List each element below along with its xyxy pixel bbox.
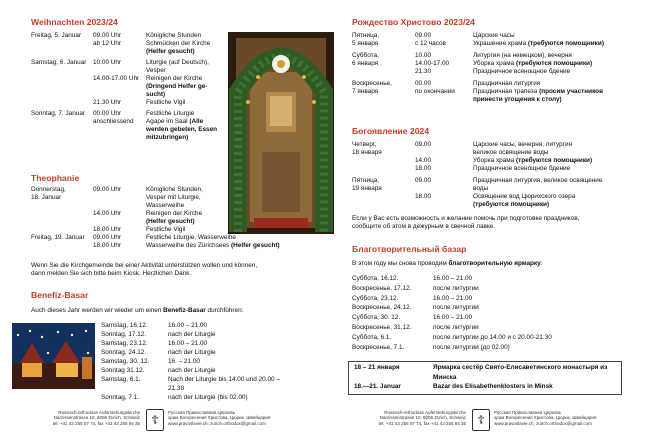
bazaar-time: после литургии до 14.00 и с 20.00-21.30 bbox=[433, 333, 552, 341]
schedule-time: 21.30 bbox=[415, 68, 431, 75]
schedule-event: Царские часы bbox=[473, 32, 515, 39]
bazaar-date: Воскресенье, 7.1. bbox=[352, 343, 405, 351]
schedule-day: 7 января bbox=[352, 88, 379, 95]
bazaar-time: 16.00 – 21.00 bbox=[433, 275, 473, 282]
bazaar-time: nach der Liturgie bbox=[168, 331, 216, 338]
schedule-day: Пятница, bbox=[352, 32, 380, 39]
bazaar-time: 16.00 – 21.00 bbox=[433, 314, 473, 322]
schedule-event: Праздничное всенощное бдение bbox=[473, 165, 571, 172]
schedule-time: 00.00 Uhr bbox=[93, 110, 122, 117]
schedule-day: 18. Januar bbox=[31, 194, 62, 201]
schedule-event: Königliche Stunden, bbox=[146, 186, 203, 193]
bazaar-date: Samstag, 16.12. bbox=[101, 322, 148, 329]
ru-help-note-2: сообщите об этом в дежурным в свечной лавке. bbox=[352, 223, 496, 230]
footer-left-de bbox=[40, 410, 140, 426]
schedule-time: 14.00 bbox=[415, 157, 431, 164]
schedule-event: Праздничная литургия, великое освящение bbox=[473, 177, 603, 184]
schedule-time: ab 12 Uhr bbox=[93, 40, 122, 47]
bazaar-time: 16. – 21.00 bbox=[168, 358, 200, 365]
minsk-date: 18.—21. Januar bbox=[354, 383, 401, 390]
schedule-day: Sonntag, 7. Januar bbox=[31, 110, 86, 117]
footer-line: храм Воскресения Христова, Цюрих, Швейцария bbox=[494, 415, 597, 421]
schedule-event: воды bbox=[473, 185, 489, 192]
bazaar-date: Sonntag, 7.1. bbox=[101, 394, 140, 401]
schedule-event: принести угощения к столу) bbox=[473, 96, 562, 103]
schedule-time: 14.00-17.00 Uhr bbox=[93, 75, 140, 82]
theophany-de-title: Theophanie bbox=[31, 173, 80, 183]
schedule-day: Суббота, bbox=[352, 52, 379, 59]
schedule-event: Festliche Liturgie, Wasserweihe bbox=[146, 234, 236, 241]
footer-line: Русская Православная Церковь bbox=[494, 410, 562, 415]
de-help-note-2: dann melden Sie sich bitte beim Kiosk. Herzlichen Dank. bbox=[31, 270, 192, 277]
schedule-event: Украшение храма (требуются помощники) bbox=[473, 40, 604, 47]
schedule-time: 10.00 Uhr bbox=[93, 59, 122, 66]
bazaar-time: после литургии (до 02.00) bbox=[433, 343, 510, 351]
bazaar-date: Суббота, 30. 12. bbox=[352, 314, 401, 322]
footer-right-de bbox=[366, 410, 466, 426]
bazaar-de-intro-bold: Benefiz-Basar bbox=[163, 307, 206, 314]
church-logo-icon: ☦ bbox=[472, 409, 490, 431]
schedule-event: Festliche Vigil bbox=[146, 99, 186, 106]
bazaar-de-intro-text: Auch dieses Jahr werden wir wieder um einen bbox=[31, 307, 164, 314]
schedule-event: (Helfer gesucht) bbox=[146, 48, 195, 55]
schedule-event: (Dringend Helfer ge- bbox=[146, 83, 208, 90]
schedule-event: Уборка храма (требуются помощники) bbox=[473, 157, 593, 164]
schedule-time: 09.00 bbox=[415, 177, 431, 184]
schedule-day: Samstag, 6. Januar bbox=[31, 59, 87, 66]
christmas-ru-title: Рождество Христово 2023/24 bbox=[352, 17, 475, 27]
footer-line: храм Воскресения Христова, Цюрих, Швейцария bbox=[168, 415, 271, 421]
bazaar-time: 16.00 – 21.00 bbox=[433, 294, 473, 302]
schedule-time: 18.00 bbox=[415, 165, 431, 172]
bazaar-time: после литургии bbox=[433, 304, 479, 312]
bazaar-date: Воскресенье, 24.12. bbox=[352, 304, 412, 312]
bazaar-time: nach der Liturgie bbox=[168, 367, 216, 374]
schedule-event: werden gebeten, Essen bbox=[146, 126, 218, 133]
schedule-day: 19 января bbox=[352, 185, 382, 192]
bazaar-ru-intro-bold: благотворительную ярмарку bbox=[448, 260, 541, 267]
bazaar-de-intro bbox=[31, 307, 243, 315]
schedule-time: anschliessend bbox=[93, 118, 134, 125]
schedule-event: (требуются помощники) bbox=[473, 201, 550, 208]
footer-line: tel. +41 43 255 07 74, fax +41 43 255 84 35 bbox=[52, 420, 140, 426]
schedule-event: Wasserweihe bbox=[146, 202, 185, 209]
schedule-time: 18.00 Uhr bbox=[93, 242, 122, 249]
bazaar-date: Воскресенье, 31.12. bbox=[352, 324, 412, 331]
schedule-day: 5 января bbox=[352, 40, 379, 47]
bazaar-de-intro-end: durchführen: bbox=[205, 307, 244, 314]
bazaar-date: Sonntag, 24.12. bbox=[101, 349, 147, 356]
schedule-event: Festliche Liturgie bbox=[146, 110, 195, 117]
bazaar-date: Воскресенье, 17.12. bbox=[352, 284, 412, 292]
bazaar-date: Samstag, 30. 12. bbox=[101, 358, 150, 365]
schedule-time: по окончании bbox=[415, 88, 455, 95]
footer-line: tel. +41 43 255 07 74, fax +41 43 255 84 35 bbox=[378, 420, 466, 426]
schedule-day: Четверг, bbox=[352, 141, 377, 148]
schedule-time: 09.00 bbox=[415, 32, 431, 39]
schedule-time: 10.00 bbox=[415, 52, 431, 59]
footer-line: Русская Православная Церковь bbox=[168, 410, 236, 415]
schedule-event: Освящение вод Цюрихского озера bbox=[473, 193, 576, 200]
schedule-event: mitzubringen) bbox=[146, 134, 189, 141]
footer-line: Russisch-orthodoxe Auferstehungskirche bbox=[58, 410, 140, 415]
schedule-time: 09.00 Uhr bbox=[93, 186, 122, 193]
schedule-time: 21.30 Uhr bbox=[93, 99, 122, 106]
schedule-event: Праздничная литургия bbox=[473, 80, 541, 87]
schedule-event: Vesper bbox=[146, 67, 166, 74]
schedule-day: Freitag, 5. Januar bbox=[31, 32, 82, 39]
bazaar-de-title: Benefiz-Basar bbox=[31, 290, 89, 300]
schedule-event: Wasserweihe des Zürichsees (Helfer gesucht) bbox=[146, 242, 280, 249]
de-help-note-1: Wenn Sie die Kirchgemeinde bei einer Aktivität unterstützen wollen und können, bbox=[31, 262, 258, 269]
bazaar-date: Суббота, 23.12. bbox=[352, 294, 399, 302]
footer-left-ru bbox=[168, 410, 270, 426]
christmas-market-photo bbox=[12, 323, 95, 389]
minsk-text: Ярмарка сестёр Свято-Елисаветинского монастыря из bbox=[433, 364, 608, 371]
schedule-day: 6 января bbox=[352, 60, 379, 67]
bazaar-time: 16.00 – 21.00 bbox=[168, 340, 208, 347]
schedule-day: Donnerstag, bbox=[31, 186, 66, 193]
schedule-event: Reinigen der Kirche bbox=[146, 75, 203, 82]
schedule-event: Festliche Vigil bbox=[146, 226, 186, 233]
schedule-event: Agape im Saal (Alle bbox=[146, 118, 204, 125]
bazaar-time: nach der Liturgie (bis 02.00) bbox=[168, 394, 248, 401]
bazaar-date: Суббота, 6.1. bbox=[352, 333, 392, 341]
schedule-time: с 12 часов bbox=[415, 40, 446, 47]
schedule-day: Пятница, bbox=[352, 177, 380, 184]
schedule-event: Königliche Stunden bbox=[146, 32, 202, 39]
footer-line: Narzissenstrasse 10, 8006 Zürich, Schweiz bbox=[53, 415, 140, 421]
schedule-day: 18 января bbox=[352, 149, 382, 156]
footer-line: Russisch-orthodoxe Auferstehungskirche bbox=[384, 410, 466, 415]
bazaar-date: Sonntag, 17.12. bbox=[101, 331, 147, 338]
schedule-event: Литургия (на немецком), вечерня bbox=[473, 52, 572, 59]
ru-help-note-1: Если у Вас есть возможность и желание помочь при подготовке праздников, bbox=[352, 215, 580, 222]
schedule-time: 14.00 Uhr bbox=[93, 210, 122, 217]
schedule-event: великое освящение воды bbox=[473, 149, 549, 156]
minsk-text: Bazar des Elisabethenklosters in Minsk bbox=[433, 383, 553, 390]
bazaar-ru-intro-text: В этом году мы снова проводим bbox=[352, 260, 449, 267]
bazaar-time: 21.30 bbox=[168, 385, 184, 392]
christmas-de-title: Weihnachten 2023/24 bbox=[31, 17, 118, 27]
schedule-event: Праздничная трапеза (просим участников bbox=[473, 88, 604, 95]
schedule-time: 09.00 bbox=[415, 141, 431, 148]
bazaar-time: после литургии bbox=[433, 324, 479, 331]
schedule-time: 09.00 Uhr bbox=[93, 32, 122, 39]
footer-line: Narzissenstrasse 10, 8006 Zürich, Schweiz bbox=[379, 415, 466, 421]
schedule-day: Freitag, 19. Januar bbox=[31, 234, 85, 241]
schedule-event: Царские часы, вечерня, литургия bbox=[473, 141, 573, 148]
schedule-event: Vesper mit Liturgie, bbox=[146, 194, 201, 201]
bazaar-date: Суббота, 16.12. bbox=[352, 275, 399, 282]
church-logo-icon: ☦ bbox=[146, 409, 164, 431]
schedule-time: 18.00 bbox=[415, 193, 431, 200]
bazaar-ru-intro bbox=[352, 260, 542, 268]
schedule-time: 18.00 Uhr bbox=[93, 226, 122, 233]
schedule-event: Уборка храма (требуются помощники) bbox=[473, 60, 593, 67]
schedule-event: Праздничное всенощное бдение bbox=[473, 68, 571, 75]
schedule-day: Воскресенье, bbox=[352, 80, 392, 87]
bazaar-time: Nach der Liturgie bis 14.00 und 20.00 – bbox=[168, 376, 280, 383]
minsk-date: 18 – 21 января bbox=[354, 364, 400, 371]
bazaar-time: 16.00 – 21.00 bbox=[168, 322, 208, 329]
theophany-ru-title: Богоявление 2024 bbox=[352, 126, 430, 136]
bazaar-ru-intro-end: : bbox=[540, 260, 543, 267]
bazaar-time: nach der Liturgie bbox=[168, 349, 216, 356]
schedule-event: Schmücken der Kirche bbox=[146, 40, 211, 47]
footer-line: www.pravoslavie.ch, zurich.orthodox@gmail.com bbox=[494, 420, 592, 426]
schedule-time: 00.00 bbox=[415, 80, 431, 87]
schedule-event: sucht) bbox=[146, 91, 166, 98]
bazaar-time: после литургии bbox=[433, 284, 479, 292]
bazaar-date: Sonntag 31.12. bbox=[101, 367, 145, 374]
schedule-time: 14.00-17.00 bbox=[415, 60, 450, 67]
schedule-event: (Helfer gesucht) bbox=[146, 218, 195, 225]
footer-line: www.pravoslavie.ch, zurich.orthodox@gmail.com bbox=[168, 420, 266, 426]
bazaar-date: Samstag, 23.12. bbox=[101, 340, 148, 347]
footer-right-ru bbox=[494, 410, 596, 426]
schedule-time: 09.00 Uhr bbox=[93, 234, 122, 241]
bazaar-date: Samstag, 6.1. bbox=[101, 376, 141, 383]
church-wreath-photo bbox=[228, 32, 334, 234]
schedule-event: Liturgie (auf Deutsch), bbox=[146, 59, 209, 66]
bazaar-ru-title: Благотворительный базар bbox=[352, 244, 467, 254]
minsk-text: Минска bbox=[433, 373, 457, 381]
schedule-event: Reinigen der Kirche bbox=[146, 210, 203, 217]
